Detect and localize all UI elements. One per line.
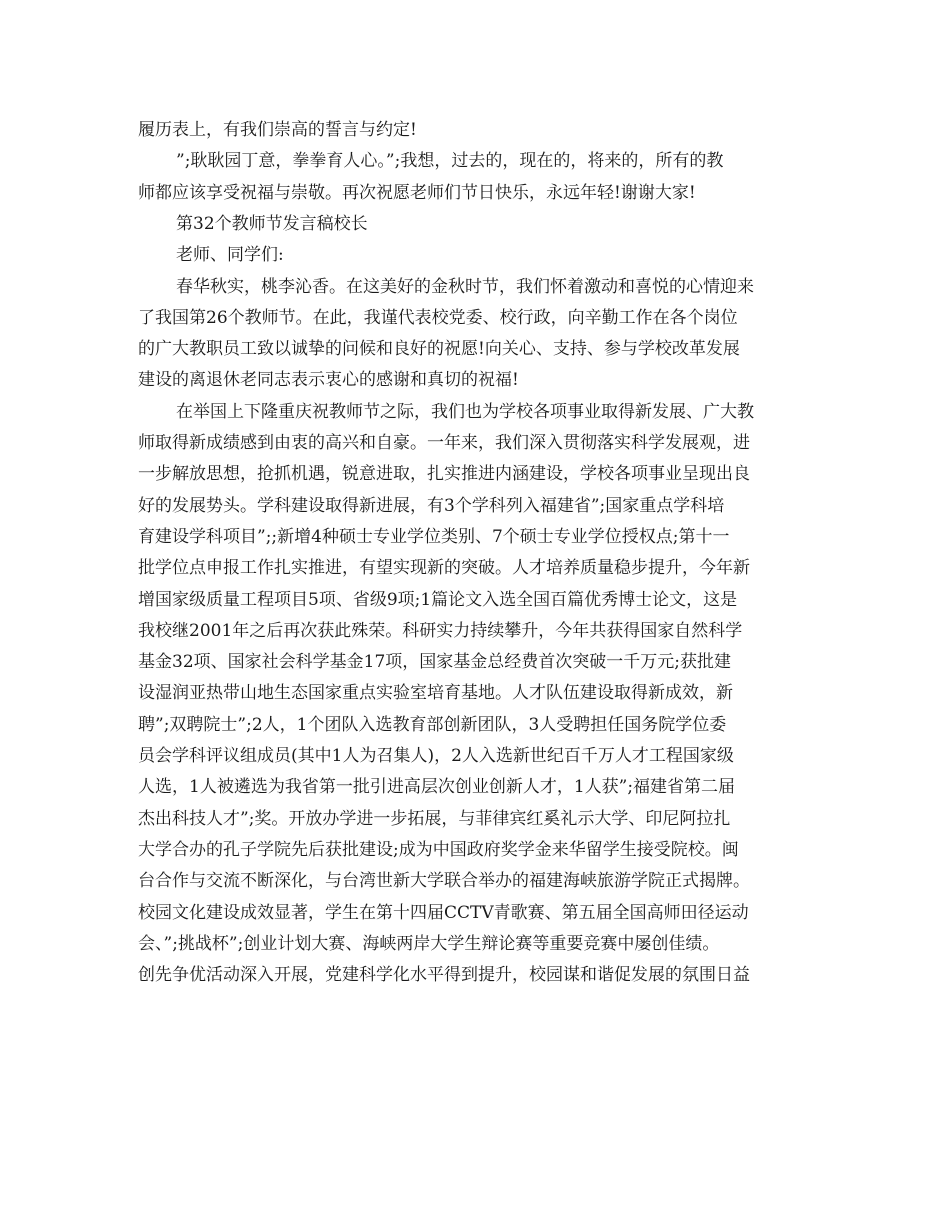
text-line: 杰出科技人才”;奖。开放办学进一步拓展，与菲律宾红奚礼示大学、印尼阿拉扎 [138, 808, 731, 829]
text-line: 设湿润亚热带山地生态国家重点实验室培育基地。人才队伍建设取得新成效，新 [138, 683, 733, 704]
text-line: 建设的离退休老同志表示衷心的感谢和真切的祝福! [138, 370, 519, 391]
text-line: 师都应该享受祝福与崇敬。再次祝愿老师们节日快乐，永远年轻!谢谢大家! [138, 182, 696, 203]
text-line: 一步解放思想，抢抓机遇，锐意进取，扎实推进内涵建设，学校各项事业呈现出良 [138, 464, 750, 485]
text-line: 人选，1人被遴选为我省第一批引进高层次创业创新人才，1人获”;福建省第二届 [138, 777, 736, 798]
text-line: 基金32项、国家社会科学基金17项，国家基金总经费首次突破一千万元;获批建 [138, 652, 731, 673]
text-line: 大学合办的孔子学院先后获批建设;成为中国政府奖学金来华留学生接受院校。闽 [138, 839, 739, 860]
text-line: ”;耿耿园丁意，拳拳育人心。”;我想，过去的，现在的，将来的，所有的教 [176, 151, 724, 172]
text-line: 台合作与交流不断深化，与台湾世新大学联合举办的福建海峡旅游学院正式揭牌。 [138, 871, 750, 892]
text-line: 履历表上，有我们崇高的誓言与约定! [138, 120, 417, 140]
text-line: 批学位点申报工作扎实推进，有望实现新的突破。人才培养质量稳步提升，今年新 [138, 558, 750, 579]
text-line: 增国家级质量工程项目5项、省级9项;1篇论文入选全国百篇优秀博士论文，这是 [138, 589, 738, 610]
text-line: 的广大教职员工致以诚挚的问候和良好的祝愿!向关心、支持、参与学校改革发展 [138, 339, 740, 360]
text-line: 育建设学科项目”;;新增4种硕士专业学位类别、7个硕士专业学位授权点;第十一 [138, 526, 730, 547]
text-line: 员会学科评议组成员(其中1人为召集人)，2人入选新世纪百千万人才工程国家级 [138, 746, 734, 766]
text-line: 在举国上下隆重庆祝教师节之际，我们也为学校各项事业取得新发展、广大教 [176, 401, 754, 422]
text-line: 春华秋实，桃李沁香。在这美好的金秋时节，我们怀着激动和喜悦的心情迎来 [176, 276, 754, 297]
text-line: 了我国第26个教师节。在此，我谨代表校党委、校行政，向辛勤工作在各个岗位 [138, 307, 738, 328]
text-line: 第32个教师节发言稿校长 [176, 213, 368, 234]
text-line: 我校继2001年之后再次获此殊荣。科研实力持续攀升，今年共获得国家自然科学 [138, 620, 743, 641]
text-line: 聘”;双聘院士”;2人，1个团队入选教育部创新团队，3人受聘担任国务院学位委 [138, 714, 727, 735]
text-line: 校园文化建设成效显著，学生在第十四届CCTV青歌赛、第五届全国高师田径运动 [138, 902, 749, 923]
text-line: 创先争优活动深入开展，党建科学化水平得到提升，校园谋和谐促发展的氛围日益 [138, 965, 750, 986]
text-line: 会、”;挑战杯”;创业计划大赛、海峡两岸大学生辩论赛等重要竞赛中屡创佳绩。 [138, 933, 720, 954]
text-line: 老师、同学们: [176, 245, 284, 266]
text-line: 好的发展势头。学科建设取得新进展，有3个学科列入福建省”;国家重点学科培 [138, 495, 725, 516]
text-line: 师取得新成绩感到由衷的高兴和自豪。一年来，我们深入贯彻落实科学发展观，进 [138, 433, 750, 453]
